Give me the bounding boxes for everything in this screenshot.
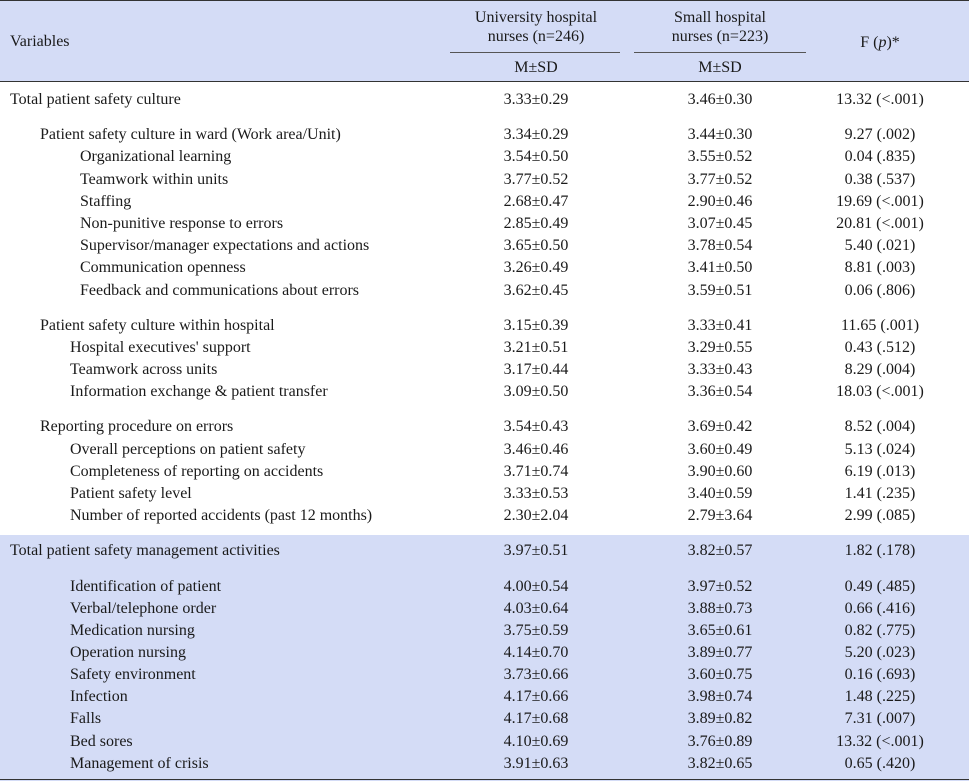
row-value-university: 3.54±0.43	[503, 418, 569, 435]
row-value-f: 11.65 (.001)	[840, 317, 920, 334]
row-value-small: 3.59±0.51	[687, 282, 753, 299]
row-label: Number of reported accidents (past 12 months)	[70, 507, 373, 524]
row-value-f: 19.69 (<.001)	[836, 193, 924, 210]
row-value-small: 3.76±0.89	[687, 733, 753, 750]
header-f-pre: F (	[860, 34, 879, 51]
row-label: Medication nursing	[70, 622, 195, 639]
row-value-university: 3.21±0.51	[503, 339, 569, 356]
row-label: Teamwork within units	[80, 171, 229, 188]
row-label: Completeness of reporting on accidents	[70, 463, 324, 480]
row-value-university: 3.33±0.53	[503, 485, 569, 502]
header-university-line1: University hospital	[474, 9, 598, 26]
col1-subheader-rule	[450, 52, 620, 53]
header-f-p	[860, 33, 900, 52]
row-value-small: 3.69±0.42	[687, 418, 753, 435]
row-value-university: 2.68±0.47	[503, 193, 569, 210]
row-value-university: 3.62±0.45	[503, 282, 569, 299]
row-value-university: 3.77±0.52	[503, 171, 569, 188]
row-value-university: 3.54±0.50	[503, 148, 569, 165]
row-value-f: 20.81 (<.001)	[836, 215, 924, 232]
row-value-small: 3.36±0.54	[687, 383, 753, 400]
header-f-post: )*	[886, 34, 900, 51]
row-value-f: 0.49 (.485)	[844, 578, 916, 595]
row-value-small: 3.88±0.73	[687, 600, 753, 617]
row-value-f: 2.99 (.085)	[844, 507, 916, 524]
row-value-university: 3.26±0.49	[503, 259, 569, 276]
row-value-small: 3.82±0.57	[687, 542, 753, 559]
row-value-small: 3.60±0.49	[687, 441, 753, 458]
row-value-university: 3.34±0.29	[503, 126, 569, 143]
header-small-line1: Small hospital	[674, 9, 766, 26]
row-value-f: 5.20 (.023)	[844, 644, 916, 661]
row-value-university: 3.97±0.51	[503, 542, 569, 559]
row-value-university: 4.03±0.64	[503, 600, 569, 617]
row-value-small: 3.07±0.45	[687, 215, 753, 232]
row-value-f: 13.32 (<.001)	[836, 733, 924, 750]
row-value-f: 6.19 (.013)	[844, 463, 916, 480]
row-value-university: 4.10±0.69	[503, 733, 569, 750]
row-value-university: 4.00±0.54	[503, 578, 569, 595]
row-value-university: 4.14±0.70	[503, 644, 569, 661]
row-value-small: 3.40±0.59	[687, 485, 753, 502]
row-label: Verbal/telephone order	[70, 600, 217, 617]
row-value-small: 3.89±0.77	[687, 644, 753, 661]
row-value-small: 3.78±0.54	[687, 237, 753, 254]
row-value-f: 1.41 (.235)	[844, 485, 916, 502]
header-msd-small: M±SD	[698, 59, 742, 76]
row-value-f: 0.65 (.420)	[844, 755, 916, 772]
row-label: Hospital executives' support	[70, 339, 251, 356]
row-value-f: 5.13 (.024)	[844, 441, 916, 458]
row-value-university: 3.73±0.66	[503, 666, 569, 683]
header-f-p-italic: p	[878, 34, 887, 51]
row-value-small: 3.46±0.30	[687, 91, 753, 108]
row-label: Identification of patient	[70, 578, 222, 595]
row-label: Supervisor/manager expectations and actions	[80, 237, 370, 254]
row-value-small: 3.89±0.82	[687, 710, 753, 727]
row-label: Patient safety culture within hospital	[40, 317, 275, 334]
row-label: Reporting procedure on errors	[40, 418, 234, 435]
row-value-f: 0.82 (.775)	[844, 622, 916, 639]
row-value-small: 3.90±0.60	[687, 463, 753, 480]
row-value-university: 3.65±0.50	[503, 237, 569, 254]
row-value-f: 0.66 (.416)	[844, 600, 916, 617]
top-rule	[0, 0, 969, 1]
row-value-university: 3.91±0.63	[503, 755, 569, 772]
row-label: Management of crisis	[70, 755, 209, 772]
header-variables: Variables	[10, 33, 70, 50]
row-value-university: 3.75±0.59	[503, 622, 569, 639]
row-value-university: 2.30±2.04	[503, 507, 569, 524]
col2-subheader-rule	[634, 52, 806, 53]
row-value-small: 3.97±0.52	[687, 578, 753, 595]
row-value-university: 2.85±0.49	[503, 215, 569, 232]
row-value-f: 1.82 (.178)	[844, 542, 916, 559]
row-value-f: 18.03 (<.001)	[836, 383, 924, 400]
row-value-small: 3.82±0.65	[687, 755, 753, 772]
row-label: Non-punitive response to errors	[80, 215, 284, 232]
row-value-university: 3.15±0.39	[503, 317, 569, 334]
row-value-f: 0.06 (.806)	[844, 282, 916, 299]
row-label: Information exchange & patient transfer	[70, 383, 328, 400]
row-label: Bed sores	[70, 733, 133, 750]
row-value-small: 3.33±0.41	[687, 317, 753, 334]
row-value-f: 8.81 (.003)	[844, 259, 916, 276]
row-value-small: 3.44±0.30	[687, 126, 753, 143]
row-label: Organizational learning	[80, 148, 232, 165]
row-value-small: 3.41±0.50	[687, 259, 753, 276]
row-value-university: 3.33±0.29	[503, 91, 569, 108]
row-label: Safety environment	[70, 666, 196, 683]
row-value-f: 8.52 (.004)	[844, 418, 916, 435]
row-value-small: 3.29±0.55	[687, 339, 753, 356]
row-value-small: 3.98±0.74	[687, 688, 753, 705]
row-value-f: 13.32 (<.001)	[836, 91, 924, 108]
row-value-university: 3.09±0.50	[503, 383, 569, 400]
header-small-line2: nurses (n=223)	[671, 28, 769, 45]
row-label: Teamwork across units	[70, 361, 218, 378]
row-label: Overall perceptions on patient safety	[70, 441, 306, 458]
row-label: Operation nursing	[70, 644, 186, 661]
row-value-f: 9.27 (.002)	[844, 126, 916, 143]
row-value-university: 3.17±0.44	[503, 361, 569, 378]
row-label: Patient safety culture in ward (Work area/Unit)	[40, 126, 341, 143]
row-value-university: 3.46±0.46	[503, 441, 569, 458]
row-label: Total patient safety management activities	[10, 542, 280, 559]
header-university-line2: nurses (n=246)	[487, 28, 585, 45]
row-label: Staffing	[80, 193, 132, 210]
row-value-f: 8.29 (.004)	[844, 361, 916, 378]
row-value-small: 3.77±0.52	[687, 171, 753, 188]
row-value-f: 1.48 (.225)	[844, 688, 916, 705]
row-label: Patient safety level	[70, 485, 192, 502]
row-value-university: 4.17±0.66	[503, 688, 569, 705]
row-label: Infection	[70, 688, 128, 705]
row-value-f: 0.04 (.835)	[844, 148, 916, 165]
row-value-small: 3.60±0.75	[687, 666, 753, 683]
bottom-rule	[0, 779, 969, 780]
row-value-university: 4.17±0.68	[503, 710, 569, 727]
row-value-f: 7.31 (.007)	[844, 710, 916, 727]
row-value-small: 2.79±3.64	[687, 507, 753, 524]
row-value-small: 3.55±0.52	[687, 148, 753, 165]
row-value-f: 0.38 (.537)	[844, 171, 916, 188]
row-label: Falls	[70, 710, 102, 727]
row-value-small: 2.90±0.46	[687, 193, 753, 210]
row-label: Communication openness	[80, 259, 246, 276]
header-bottom-rule	[0, 81, 969, 82]
row-label: Feedback and communications about errors	[80, 282, 360, 299]
header-msd-university: M±SD	[514, 59, 558, 76]
row-value-small: 3.65±0.61	[687, 622, 753, 639]
row-value-f: 0.16 (.693)	[844, 666, 916, 683]
row-label: Total patient safety culture	[10, 91, 181, 108]
row-value-small: 3.33±0.43	[687, 361, 753, 378]
row-value-f: 0.43 (.512)	[844, 339, 916, 356]
row-value-university: 3.71±0.74	[503, 463, 569, 480]
row-value-f: 5.40 (.021)	[844, 237, 916, 254]
